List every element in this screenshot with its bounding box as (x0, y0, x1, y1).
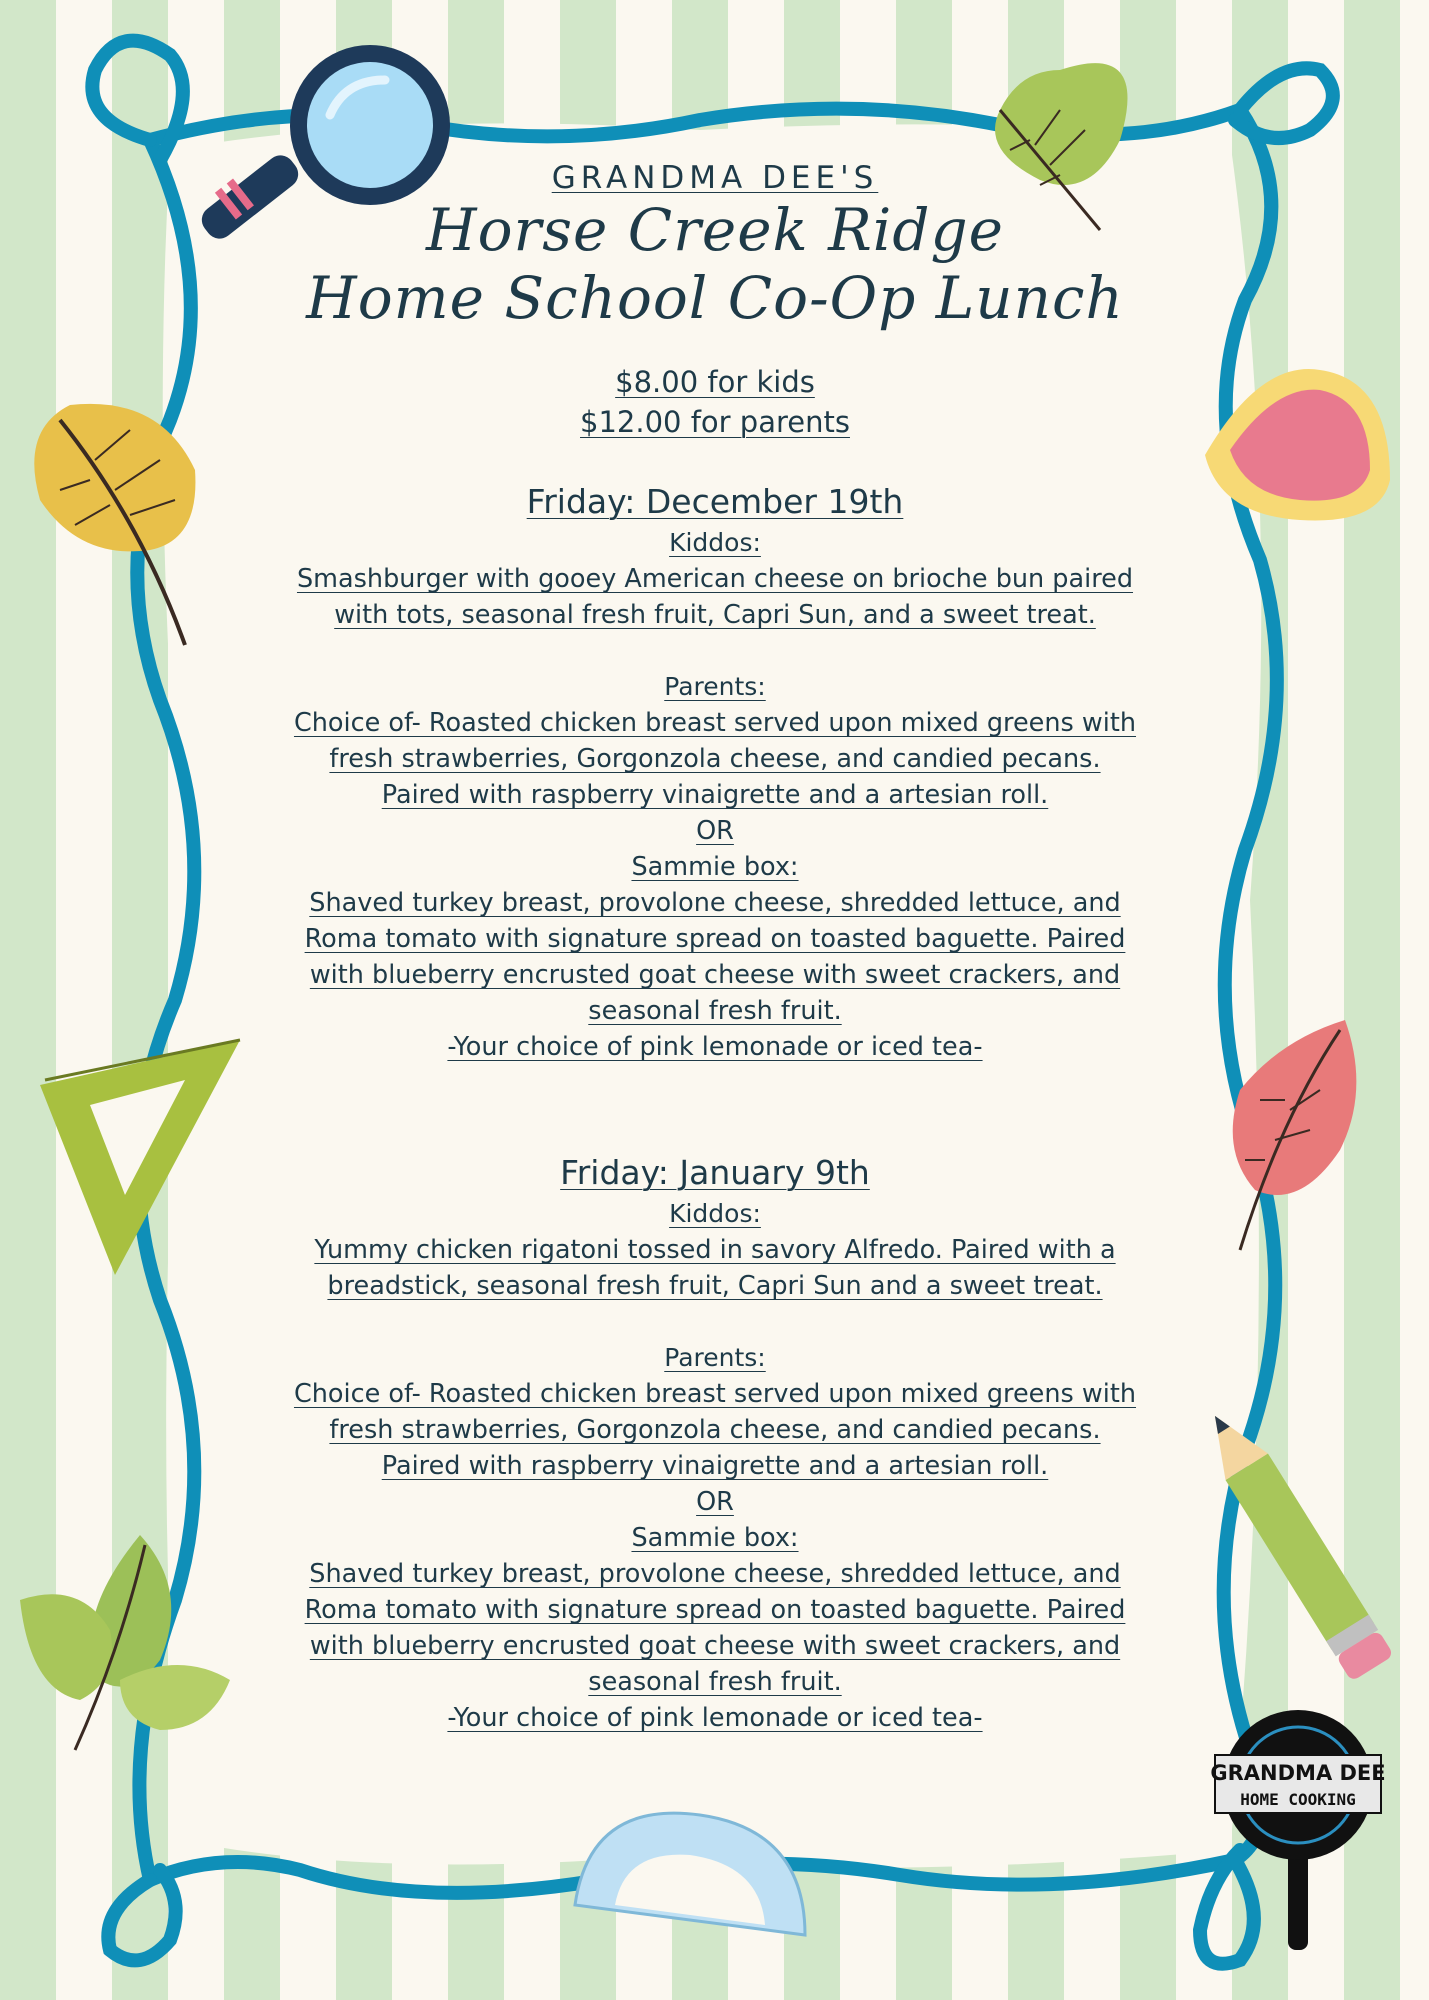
or-label: OR (696, 1487, 734, 1517)
day-heading: Friday: December 19th (526, 482, 904, 521)
price-block (200, 362, 1230, 442)
drink-line: -Your choice of pink lemonade or iced tea- (447, 1703, 983, 1733)
sammie-line: Shaved turkey breast, provolone cheese, shredded lettuce, and (309, 888, 1121, 918)
parents-label: Parents: (664, 672, 766, 701)
choice-line: fresh strawberries, Gorgonzola cheese, and candied pecans. (329, 744, 1101, 774)
sammie-label: Sammie box: (631, 852, 799, 882)
loop-top-left (92, 41, 183, 160)
title-line-2: Home School Co-Op Lunch (306, 264, 1124, 332)
day-section (200, 482, 1230, 1065)
day-heading: Friday: January 9th (560, 1153, 870, 1192)
kiddos-line: Smashburger with gooey American cheese on brioche bun paired (296, 564, 1134, 594)
drink-line: -Your choice of pink lemonade or iced tea- (447, 1032, 983, 1062)
parents-label: Parents: (664, 1343, 766, 1372)
sammie-line: seasonal fresh fruit. (588, 1667, 842, 1697)
choice-line: Paired with raspberry vinaigrette and a artesian roll. (381, 1451, 1049, 1481)
loop-bottom-left (108, 1870, 175, 1960)
price-parents: $12.00 for parents (580, 405, 850, 439)
sammie-line: Shaved turkey breast, provolone cheese, shredded lettuce, and (309, 1559, 1121, 1589)
brand-name: GRANDMA DEE'S (551, 160, 879, 196)
loop-top-right (1235, 68, 1333, 138)
menu-content (200, 150, 1230, 1736)
kiddos-label: Kiddos: (669, 1199, 761, 1228)
day-section (200, 1153, 1230, 1736)
or-label: OR (696, 816, 734, 846)
sammie-line: seasonal fresh fruit. (588, 996, 842, 1026)
logo-line1: GRANDMA DEE (1210, 1761, 1386, 1785)
title-line-1: Horse Creek Ridge (426, 196, 1004, 264)
choice-line: Paired with raspberry vinaigrette and a artesian roll. (381, 780, 1049, 810)
kiddos-line: Yummy chicken rigatoni tossed in savory Alfredo. Paired with a (314, 1235, 1116, 1265)
choice-line: fresh strawberries, Gorgonzola cheese, and candied pecans. (329, 1415, 1101, 1445)
price-kids: $8.00 for kids (615, 365, 815, 399)
sammie-line: with blueberry encrusted goat cheese with sweet crackers, and (309, 960, 1121, 990)
sammie-label: Sammie box: (631, 1523, 799, 1553)
sammie-line: Roma tomato with signature spread on toasted baguette. Paired (304, 924, 1126, 954)
kiddos-line: with tots, seasonal fresh fruit, Capri Sun, and a sweet treat. (334, 600, 1096, 630)
kiddos-label: Kiddos: (669, 528, 761, 557)
leaf-icon-yellow (34, 404, 195, 645)
sammie-line: Roma tomato with signature spread on toasted baguette. Paired (304, 1595, 1126, 1625)
kiddos-line: breadstick, seasonal fresh fruit, Capri Sun and a sweet treat. (327, 1271, 1103, 1301)
frying-pan-logo (1210, 1710, 1385, 1950)
choice-line: Choice of- Roasted chicken breast served upon mixed greens with (293, 708, 1137, 738)
sammie-line: with blueberry encrusted goat cheese with sweet crackers, and (309, 1631, 1121, 1661)
logo-line2: HOME COOKING (1240, 1790, 1356, 1809)
choice-line: Choice of- Roasted chicken breast served upon mixed greens with (293, 1379, 1137, 1409)
